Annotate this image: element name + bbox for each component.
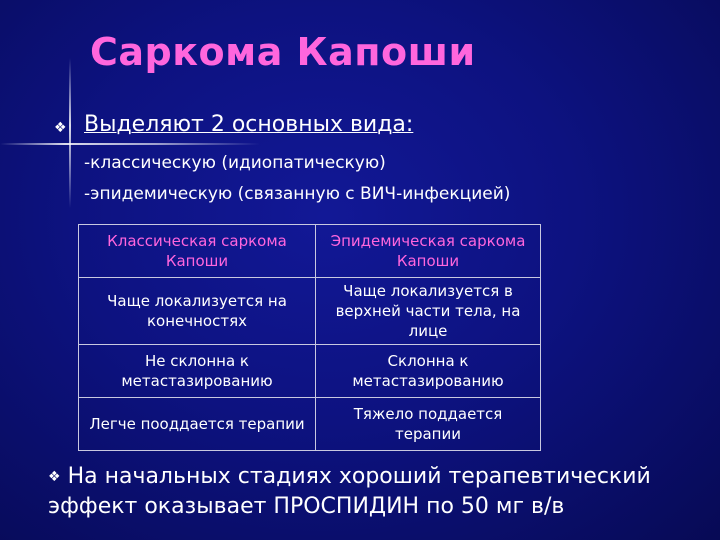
comparison-table — [78, 224, 541, 451]
table-row — [79, 345, 541, 398]
type-epidemic: -эпидемическую (связанную с ВИЧ-инфекцией) — [84, 184, 511, 204]
type-classic: -классическую (идиопатическую) — [84, 153, 386, 173]
table-header-cell: Эпидемическая саркома Капоши — [316, 225, 541, 278]
table-cell: Тяжело поддается терапии — [316, 398, 541, 451]
table-cell: Не склонна к метастазированию — [79, 345, 316, 398]
table-row — [79, 398, 541, 451]
table-header-row — [79, 225, 541, 278]
intro-line — [84, 112, 413, 137]
table-row — [79, 278, 541, 345]
slide-title: Саркома Капоши — [90, 30, 476, 74]
diamond-bullet-icon: ❖ — [48, 469, 61, 485]
table-cell: Чаще локализуется на конечностях — [79, 278, 316, 345]
intro-text: Выделяют 2 основных вида: — [84, 112, 414, 137]
table-cell: Склонна к метастазированию — [316, 345, 541, 398]
conclusion-paragraph — [48, 462, 668, 522]
decorative-vertical-line — [69, 58, 71, 208]
table-header-cell: Классическая саркома Капоши — [79, 225, 316, 278]
conclusion-text: На начальных стадиях хороший терапевтический эффект оказывает ПРОСПИДИН по 50 мг в/в — [48, 464, 651, 519]
table-cell: Чаще локализуется в верхней части тела, на лице — [316, 278, 541, 345]
decorative-horizontal-line — [0, 143, 260, 145]
diamond-bullet-icon: ❖ — [54, 120, 67, 136]
table-cell: Легче пооддается терапии — [79, 398, 316, 451]
